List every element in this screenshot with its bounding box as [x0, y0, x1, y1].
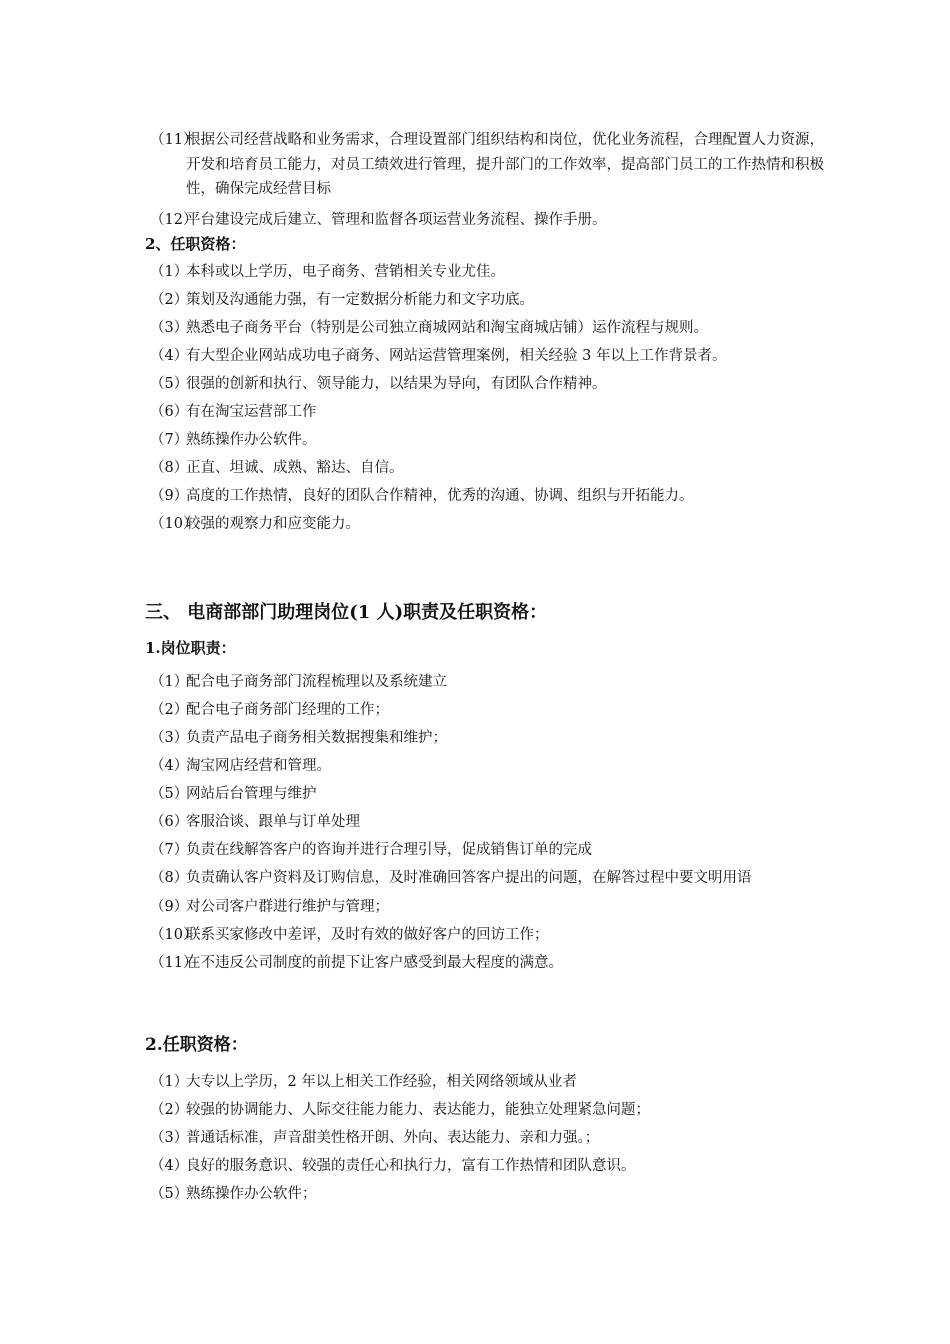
- list-item: [145, 126, 826, 204]
- list-item: [145, 482, 825, 510]
- item-number: （1）: [150, 1074, 189, 1090]
- item-number: （1）: [150, 674, 189, 690]
- item-number: （10）: [150, 926, 198, 943]
- duties-list: [145, 668, 825, 977]
- item-number: （2）: [150, 292, 189, 308]
- item-text: 普通话标准，声音甜美性格开朗、外向、表达能力、亲和力强。；: [186, 1130, 600, 1146]
- item-text: 策划及沟通能力强，有一定数据分析能力和文字功底。: [186, 292, 534, 308]
- list-item: [145, 696, 825, 724]
- item-text: 高度的工作热情，良好的团队合作精神，优秀的沟通、协调、组织与开拓能力。: [186, 488, 694, 504]
- list-item: [145, 1068, 825, 1096]
- list-item: [145, 780, 825, 808]
- item-text: 平台建设完成后建立、管理和监督各项运营业务流程、操作手册。: [186, 211, 607, 228]
- item-number: （2）: [150, 702, 189, 718]
- item-text: 客服洽谈、跟单与订单处理: [186, 814, 360, 830]
- list-item: [145, 370, 825, 398]
- section3-block: [145, 598, 825, 628]
- subsection-heading: 1.岗位职责：: [145, 639, 236, 657]
- list-item: [145, 1180, 825, 1208]
- item-number: （4）: [150, 348, 189, 364]
- list-item: [145, 864, 796, 893]
- item-text: 负责在线解答客户的咨询并进行合理引导，促成销售订单的完成: [186, 842, 592, 858]
- item-text: 在不违反公司制度的前提下让客户感受到最大程度的满意。: [186, 954, 563, 971]
- item-number: （8）: [150, 870, 189, 886]
- section-heading: 2、任职资格：: [145, 235, 246, 253]
- subsection-heading: 2.任职资格：: [145, 1035, 248, 1055]
- part1-list: [145, 126, 825, 234]
- item-number: （7）: [150, 842, 189, 858]
- item-number: （11）: [150, 954, 198, 971]
- item-number: （3）: [150, 320, 189, 336]
- list-item: [145, 752, 825, 780]
- item-text: 有在淘宝运营部工作: [186, 404, 317, 420]
- list-item: [145, 286, 825, 314]
- section2-list: [145, 258, 825, 538]
- item-text: 根据公司经营战略和业务需求，合理设置部门组织结构和岗位，优化业务流程，合理配置人力资源，开发和培育员工能力，对员工绩效进行管理，提升部门的工作效率，提高部门员工的工作热情和积极性，确保完成经营目标: [186, 132, 824, 197]
- item-number: （4）: [150, 1158, 189, 1174]
- list-item: [145, 342, 825, 370]
- section-title: 三、 电商部部门助理岗位(1 人)职责及任职资格：: [145, 602, 548, 623]
- list-item: [145, 454, 825, 482]
- list-item: [145, 893, 825, 921]
- list-item: [145, 398, 825, 426]
- list-item: [145, 1152, 825, 1180]
- item-number: （9）: [150, 488, 189, 504]
- list-item: [145, 668, 825, 696]
- list-item: [145, 921, 825, 949]
- item-number: （9）: [150, 898, 189, 915]
- list-item: [145, 258, 825, 286]
- item-text: 配合电子商务部门流程梳理以及系统建立: [186, 674, 447, 690]
- list-item: [145, 949, 825, 977]
- duties-block: [145, 634, 825, 662]
- item-text: 网站后台管理与维护: [186, 786, 317, 802]
- item-number: （12）: [150, 211, 198, 228]
- item-text: 较强的协调能力、人际交往能力能力、表达能力，能独立处理紧急问题；: [186, 1102, 650, 1118]
- item-text: 联系买家修改中差评，及时有效的做好客户的回访工作；: [186, 926, 549, 943]
- item-text: 有大型企业网站成功电子商务、网站运营管理案例，相关经验 3 年以上工作背景者。: [186, 348, 727, 364]
- qual-block: [145, 1030, 825, 1060]
- item-text: 熟练操作办公软件。: [186, 432, 317, 448]
- list-item: [145, 314, 825, 342]
- item-number: （2）: [150, 1102, 189, 1118]
- item-text: 熟悉电子商务平台（特别是公司独立商城网站和淘宝商城店铺）运作流程与规则。: [186, 320, 708, 336]
- item-number: （4）: [150, 758, 189, 774]
- item-text: 淘宝网店经营和管理。: [186, 758, 331, 774]
- list-item: [145, 1124, 825, 1152]
- list-item: [145, 510, 825, 538]
- section2-block: [145, 230, 825, 258]
- item-text: 配合电子商务部门经理的工作；: [186, 702, 389, 718]
- item-number: （1）: [150, 264, 189, 280]
- item-text: 本科或以上学历，电子商务、营销相关专业尤佳。: [186, 264, 505, 280]
- item-number: （5）: [150, 376, 189, 392]
- item-number: （7）: [150, 432, 189, 448]
- item-text: 较强的观察力和应变能力。: [186, 516, 360, 532]
- item-number: （5）: [150, 1186, 189, 1202]
- item-number: （3）: [150, 1130, 189, 1146]
- item-number: （3）: [150, 730, 189, 746]
- list-item: [145, 808, 825, 836]
- item-number: （5）: [150, 786, 189, 802]
- item-text: 正直、坦诚、成熟、豁达、自信。: [186, 460, 404, 476]
- item-text: 很强的创新和执行、领导能力，以结果为导向，有团队合作精神。: [186, 376, 607, 392]
- qual-list: [145, 1068, 825, 1208]
- item-text: 熟练操作办公软件；: [186, 1186, 317, 1202]
- list-item: [145, 1096, 825, 1124]
- item-number: （10）: [150, 516, 198, 532]
- item-text: 负责确认客户资料及订购信息，及时准确回答客户提出的问题，在解答过程中要文明用语: [186, 870, 752, 886]
- list-item: [145, 724, 825, 752]
- item-text: 良好的服务意识、较强的责任心和执行力，富有工作热情和团队意识。: [186, 1158, 636, 1174]
- list-item: [145, 836, 825, 864]
- item-number: （11）: [150, 132, 198, 148]
- item-text: 大专以上学历，2 年以上相关工作经验，相关网络领域从业者: [186, 1074, 577, 1090]
- item-number: （8）: [150, 460, 189, 476]
- item-number: （6）: [150, 814, 189, 830]
- list-item: [145, 426, 825, 454]
- item-text: 对公司客户群进行维护与管理；: [186, 898, 389, 915]
- item-number: （6）: [150, 404, 189, 420]
- item-text: 负责产品电子商务相关数据搜集和维护；: [186, 730, 447, 746]
